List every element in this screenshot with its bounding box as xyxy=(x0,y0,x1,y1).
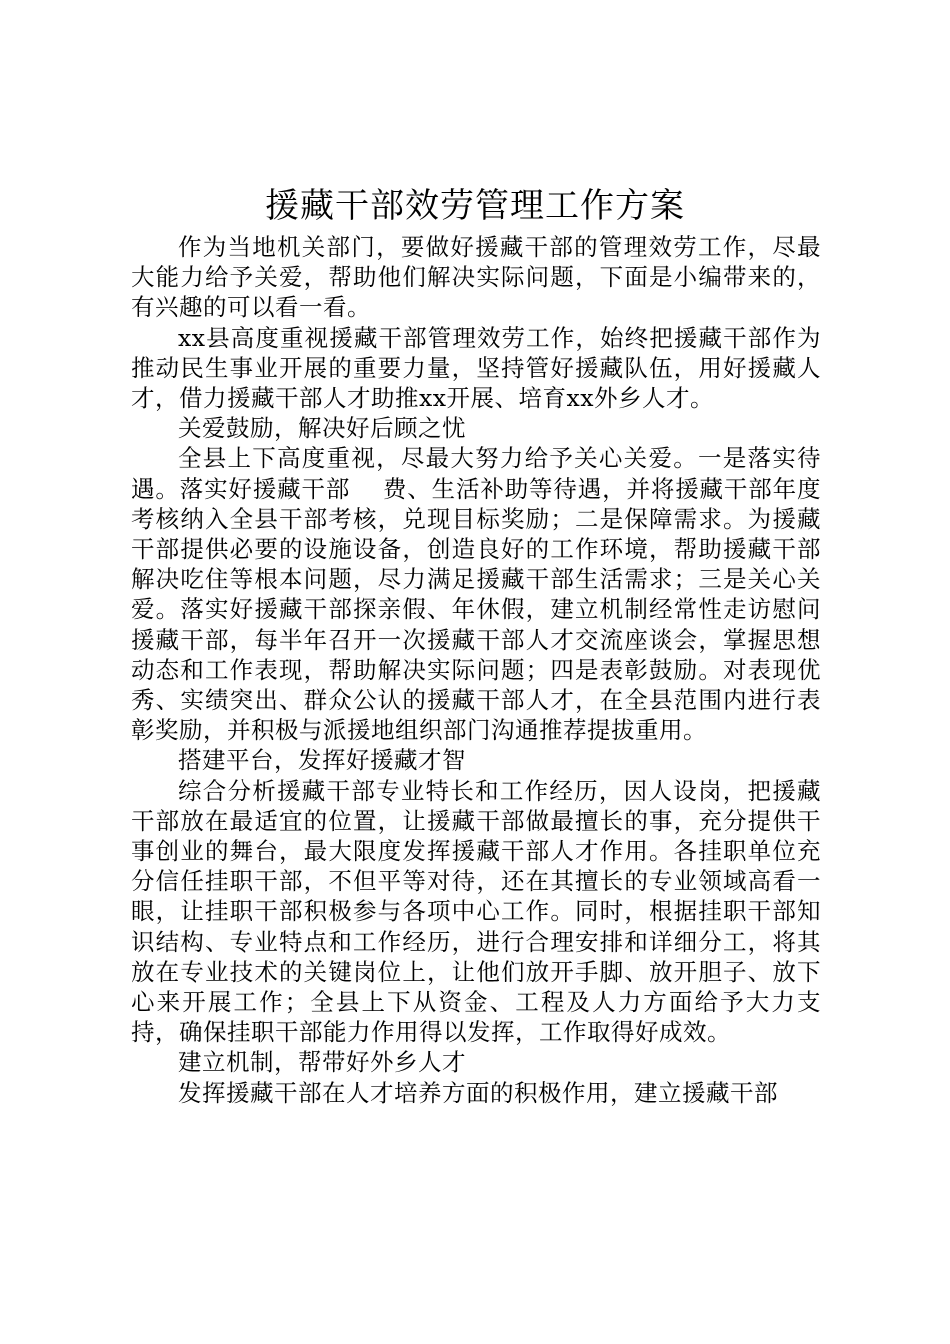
paragraph-intro: 作为当地机关部门，要做好援藏干部的管理效劳工作，尽最大能力给予关爱，帮助他们解决实际问题，下面是小编带来的，有兴趣的可以看一看。 xyxy=(131,233,821,322)
section-heading-mechanism: 建立机制，帮带好外乡人才 xyxy=(178,1048,466,1077)
paragraph-overview: xx县高度重视援藏干部管理效劳工作，始终把援藏干部作为推动民生事业开展的重要力量，坚持管好援藏队伍，用好援藏人才，借力援藏干部人才助推xx开展、培育xx外乡人才。 xyxy=(131,323,821,413)
paragraph-mechanism: 发挥援藏干部在人才培养方面的积极作用，建立援藏干部 xyxy=(178,1078,778,1107)
document-body xyxy=(131,232,821,1108)
section-heading-platform: 搭建平台，发挥好援藏才智 xyxy=(178,746,466,775)
paragraph-platform: 综合分析援藏干部专业特长和工作经历，因人设岗，把援藏干部放在最适宜的位置，让援藏干部做最擅长的事，充分提供干事创业的舞台，最大限度发挥援藏干部人才作用。各挂职单位充分信任挂职干部，不但平等对待，还在其擅长的专业领域高看一眼，让挂职干部积极参与各项中心工作。同时，根据挂职干部知识结构、专业特点和工作经历，进行合理安排和详细分工，将其放在专业技术的关键岗位上，让他们放开手脚、放开胆子、放下心来开展工作；全县上下从资金、工程及人力方面给予大力支持，确保挂职干部能力作用得以发挥，工作取得好成效。 xyxy=(131,776,821,1047)
section-heading-care: 关爱鼓励，解决好后顾之忧 xyxy=(178,414,466,443)
document-title: 援藏干部效劳管理工作方案 xyxy=(265,186,685,226)
paragraph-care: 全县上下高度重视，尽最大努力给予关心关爱。一是落实待遇。落实好援藏干部 费、生活补助等待遇，并将援藏干部年度考核纳入全县干部考核，兑现目标奖励；二是保障需求。为援藏干部提供必要的设施设备，创造良好的工作环境，帮助援藏干部解决吃住等根本问题，尽力满足援藏干部生活需求；三是关心关爱。落实好援藏干部探亲假、年休假，建立机制经常性走访慰问援藏干部，每半年召开一次援藏干部人才交流座谈会，掌握思想动态和工作表现，帮助解决实际问题；四是表彰鼓励。对表现优秀、实绩突出、群众公认的援藏干部人才，在全县范围内进行表彰奖励，并积极与派援地组织部门沟通推荐提拔重用。 xyxy=(131,444,821,745)
